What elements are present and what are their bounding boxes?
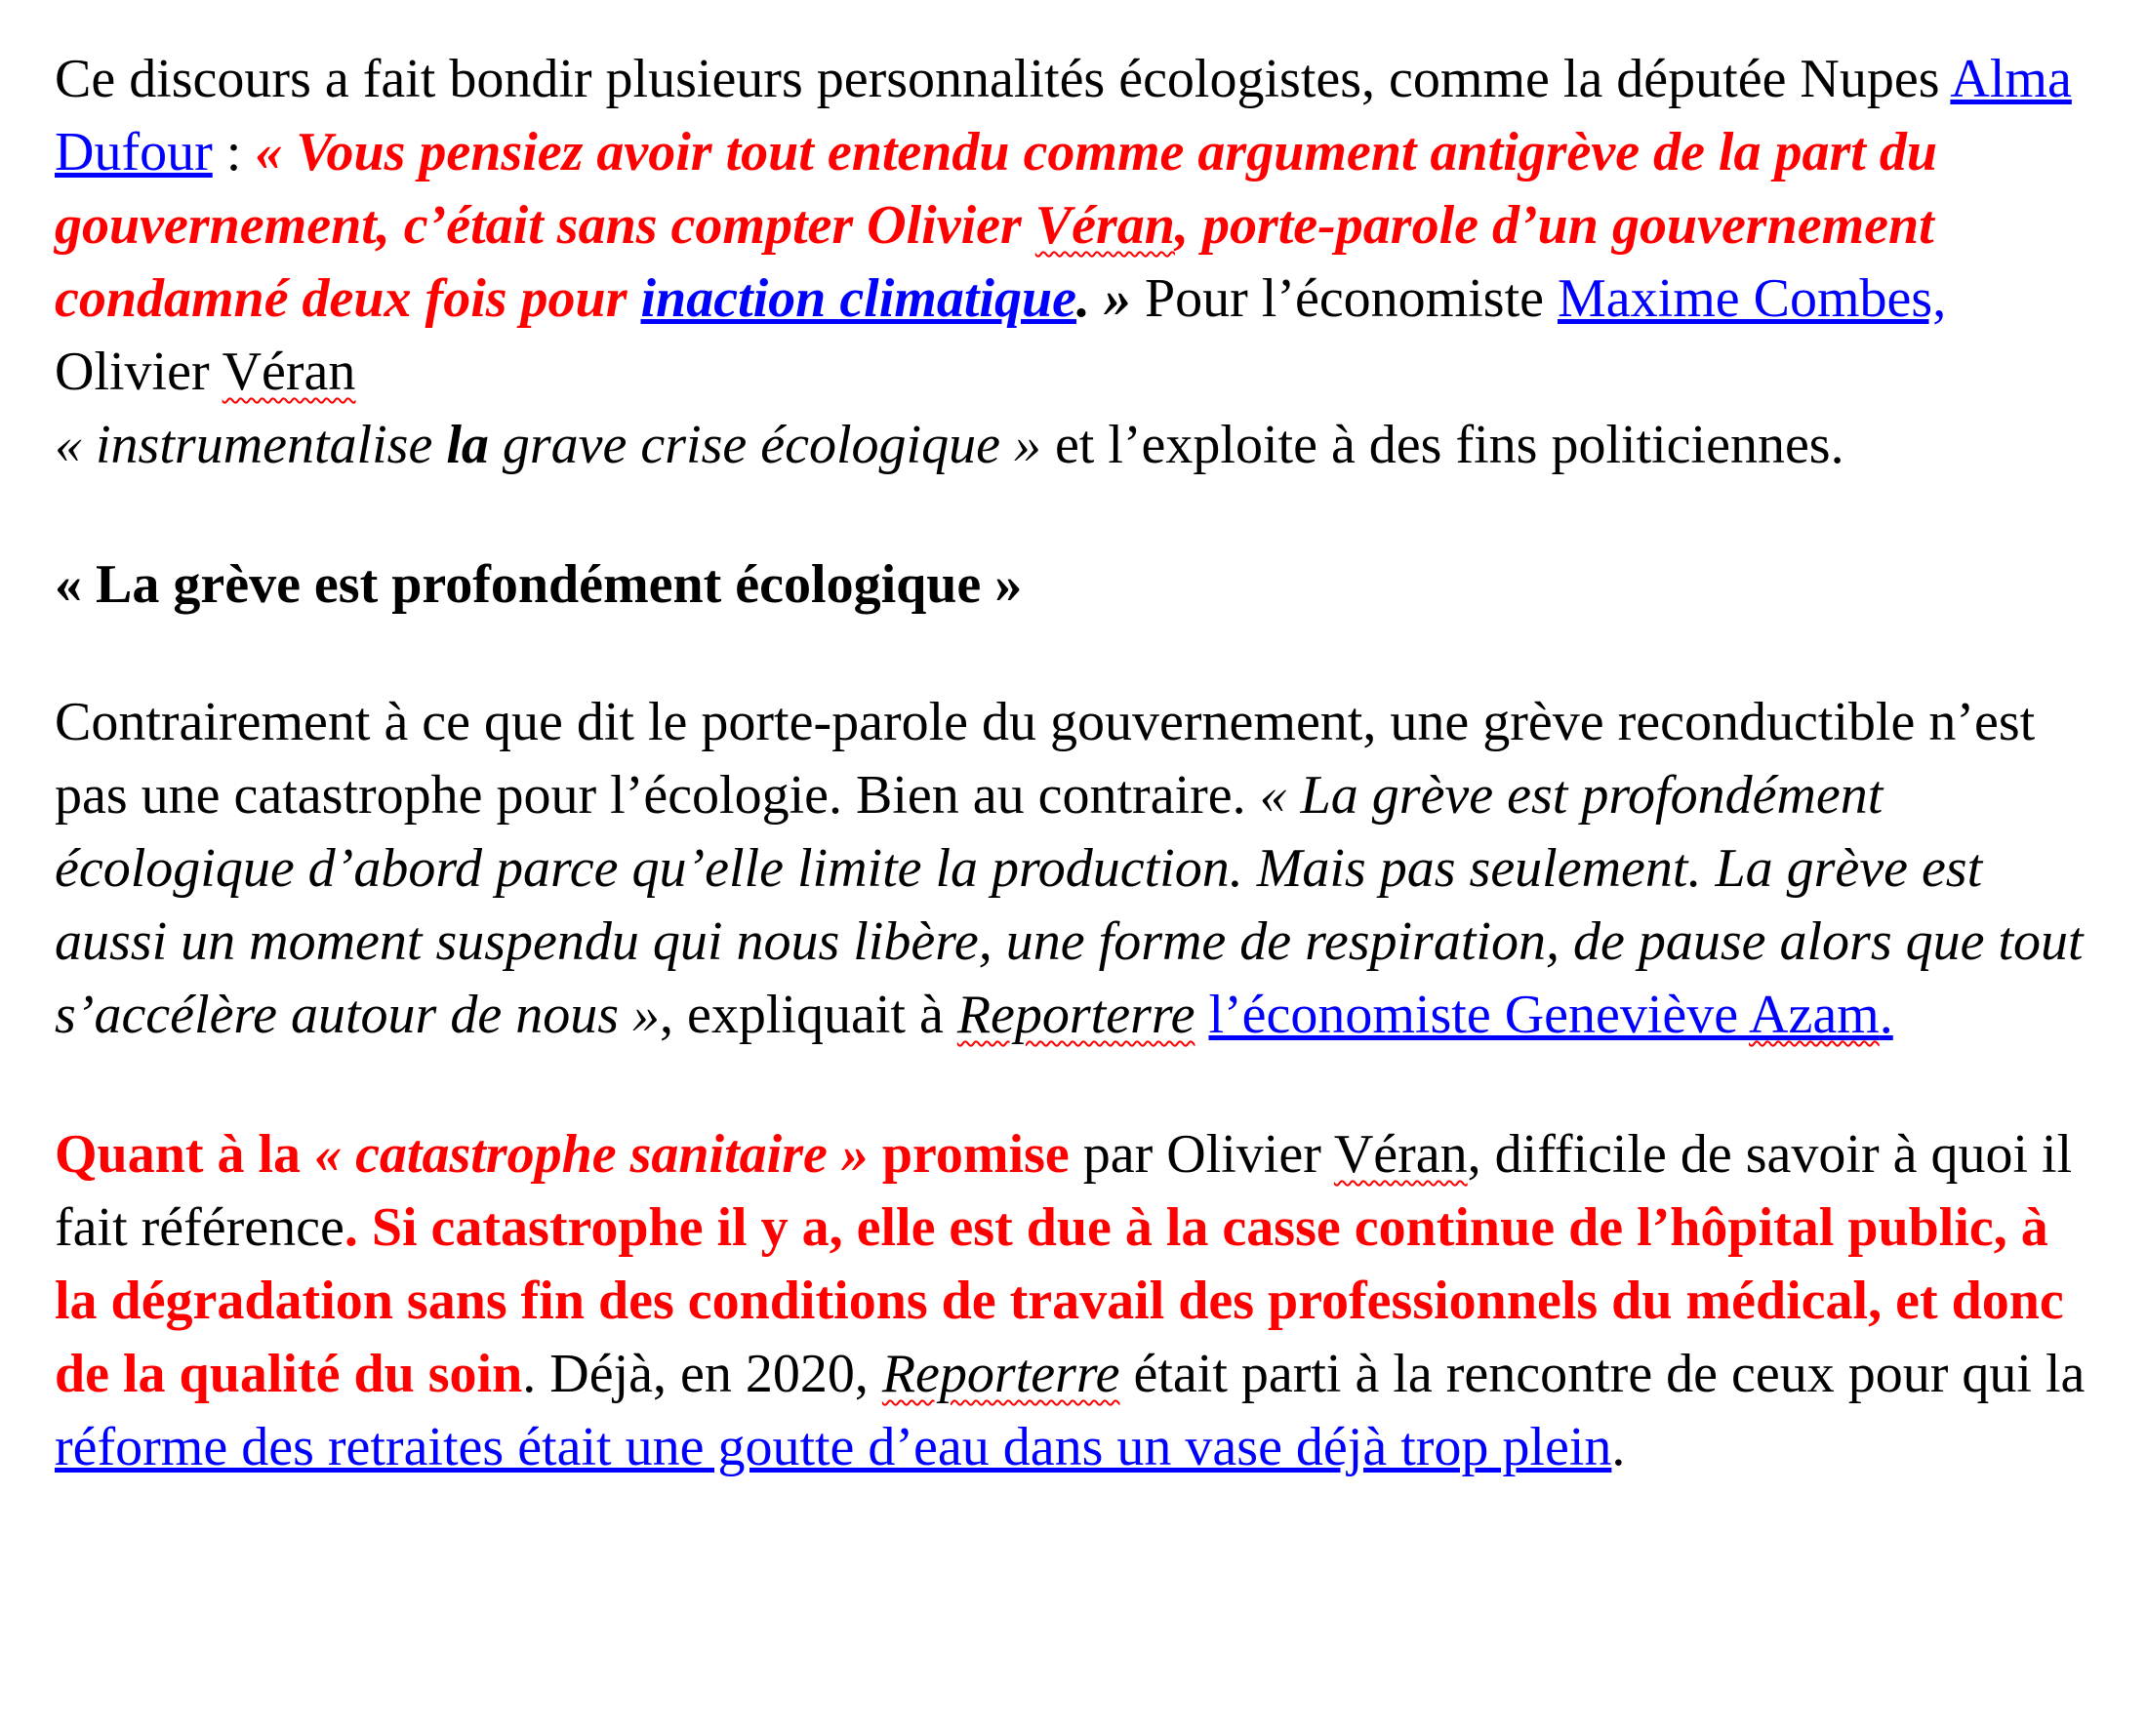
quote-alma-veran: Véran — [1034, 195, 1175, 256]
paragraph-spacer — [55, 622, 2104, 686]
p3-red-2: promise — [868, 1124, 1070, 1185]
p3-text-5: . — [1611, 1417, 1626, 1477]
p1-text-2: : — [212, 122, 256, 182]
p3-text-2: , difficile de savoir à quoi il fait référence — [55, 1124, 2073, 1258]
link-reforme-retraites[interactable]: réforme des retraites était une goutte d’eau dans un vase déjà trop plein — [55, 1417, 1612, 1477]
p1-quote-combes-2: grave crise écologique » — [488, 415, 1041, 475]
quote-alma-2: , porte-parole d’un gouvernement condamné deux fois pour — [55, 195, 1934, 329]
p2-text-2: , expliquait à — [660, 985, 957, 1045]
paragraph-1 — [55, 43, 2104, 482]
quote-alma-close: . » — [1075, 268, 1131, 329]
p3-text-3: . Déjà, en 2020, — [522, 1344, 882, 1404]
link-azam-text-1: l’économiste Geneviève — [1208, 985, 1750, 1045]
p1-veran: Véran — [222, 342, 356, 402]
p1-text-3: Pour l’économiste — [1130, 268, 1559, 329]
link-azam-text-2: Azam — [1749, 985, 1880, 1045]
p1-text-4: Olivier — [55, 342, 223, 402]
p3-red-1: Quant à la — [55, 1124, 315, 1185]
quote-alma-1: « Vous pensiez avoir tout entendu comme argument antigrève de la part du gouvernement, c’était sans compter Olivier — [55, 122, 1937, 256]
p3-text-4: était parti à la rencontre de ceux pour qui la — [1119, 1344, 2086, 1404]
section-heading: « La grève est profondément écologique » — [55, 554, 1023, 615]
p1-text-1: Ce discours a fait bondir plusieurs personnalités écologistes, comme la députée Nupes — [55, 49, 1951, 109]
paragraph-spacer — [55, 482, 2104, 548]
p3-reporterre: Reporterre — [881, 1344, 1120, 1404]
paragraph-2 — [55, 686, 2104, 1052]
p3-red-italic: « catastrophe sanitaire » — [314, 1124, 869, 1185]
link-genevieve-azam[interactable] — [1208, 985, 1892, 1045]
paragraph-3 — [55, 1118, 2104, 1484]
p3-red-3: . Si catastrophe il y a, elle est due à la casse continue de l’hôpital public, à la dégradation sans fin des conditions de travail des professionnels du médical, et donc de la qualité du soin — [55, 1197, 2064, 1404]
link-maxime-combes[interactable]: Maxime Combes, — [1558, 268, 1947, 329]
p1-text-5: et l’exploite à des fins politiciennes. — [1040, 415, 1844, 475]
link-azam-text-3: . — [1879, 985, 1893, 1045]
link-inaction-climatique[interactable]: inaction climatique — [640, 268, 1076, 329]
p2-reporterre: Reporterre — [956, 985, 1195, 1045]
p2-text-1: Contrairement à ce que dit le porte-parole du gouvernement, une grève reconductible n’est pas une catastrophe pour l’écologie. Bien au contraire. — [55, 692, 2036, 826]
link-alma-dufour[interactable]: Alma Dufour — [55, 49, 2072, 182]
paragraph-spacer — [55, 1052, 2104, 1118]
p2-quote-azam: « La grève est profondément écologique d’abord parce qu’elle limite la production. Mais pas seulement. La grève est aussi un moment suspendu qui nous libère, une forme de respiration, de pause alors que tout s’accélère autour de nous » — [55, 765, 2084, 1045]
p3-text-1: par Olivier — [1069, 1124, 1334, 1185]
p1-quote-combes-bold: la — [446, 415, 489, 475]
document-body — [55, 43, 2104, 1484]
p2-text-3 — [1195, 985, 1208, 1045]
p3-veran: Véran — [1333, 1124, 1468, 1185]
p1-quote-combes-1: « instrumentalise — [55, 415, 447, 475]
